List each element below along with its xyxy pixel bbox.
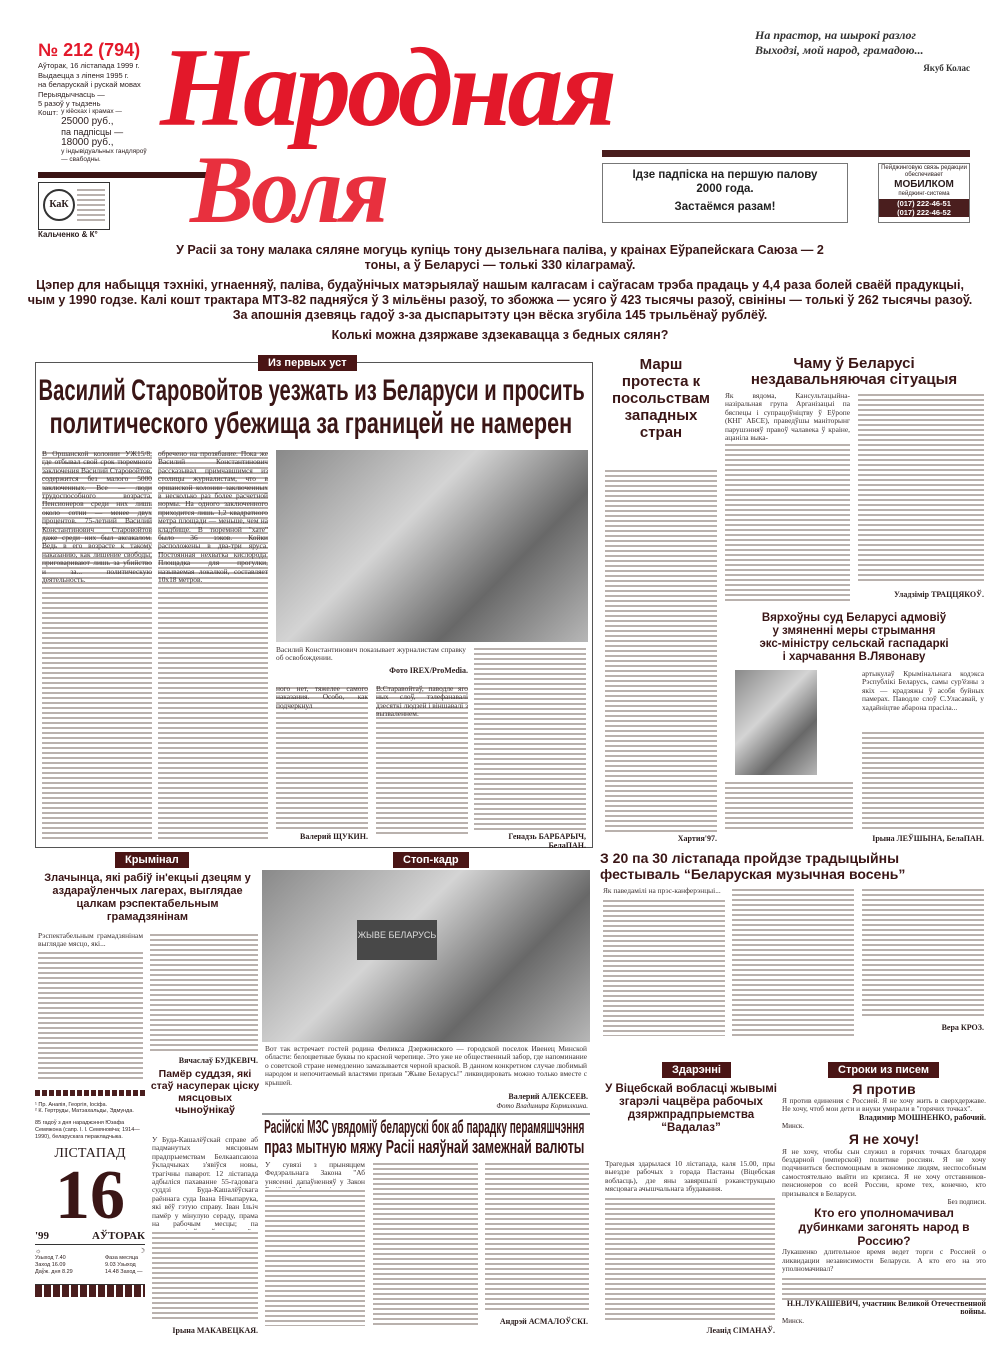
calendar-astro-values [35, 1255, 145, 1276]
court-headline-2: у змяненні меры стрымання [772, 625, 936, 637]
epigraph-line-2: Выходзі, мой народ, грамадою... [755, 43, 924, 57]
headline-line-1: Василий Старовойтов уезжать из Беларуси и просить [38, 374, 585, 407]
divider [262, 1113, 590, 1115]
letter-text: Я против единения с Россией. Я не хочу жить в сверхдержаве. Не хочу, чтоб мои дети и внуки умирали в "горячих точках". [782, 1096, 986, 1114]
festival-headline-1: З 20 па 30 лістапада пройдзе традыцыйны [600, 850, 900, 866]
logo-title-1: Народная [160, 26, 614, 150]
crime-text-more [38, 950, 143, 1082]
letter-city: Минск. [782, 1316, 804, 1325]
court-headline-1: Вярхоўны суд Беларусі адмовіў [761, 612, 947, 624]
article-column: В Оршанской колонии УЖ15/8, где отбывал свой срок тюремного заключения Василий Старовойтов, содержится без малого 5000 заключенных. Все — люди трудоспособного возраста. Пенсионеров среди них лишь около сотни — менее двух процентов. 75-летний Василий Константинович Старовойтов даже среди них был аксакалом. Ведь в его возрасте к такому наказанию, как лишение свободы, приговаривают лишь за убийство и за... политическую деятельность. [42, 450, 152, 840]
calendar-moon: Фаза месяца 9.03 Узыход 14.48 Заход — [105, 1255, 143, 1275]
marsh-signature: Хартия'97. [677, 834, 717, 843]
moon-icon: ☽ [138, 1248, 145, 1255]
article-signature-2: Генадзь БАРБАРЫЧ, БелаПАН. [508, 832, 586, 850]
chamu-text: Як вядома, Кансультацыйна-назіральная група Арганізацыі па бяспецы і супрацоўніцтву ў Еўропе (КНГ АБСЕ), праведўшы маніторынг парушэнняў правоў чалавека ў краіне, ацаніла выка- [725, 391, 850, 443]
letter-text-more [782, 1276, 986, 1300]
chamu-text-more [725, 442, 850, 602]
customs-signature: Андрэй АСМАЛОЎСКІ. [499, 1317, 588, 1326]
court-text-more [725, 780, 853, 830]
price-kiosk-value: 25000 руб., [61, 116, 114, 127]
crime-signature: Вячаслаў БУДКЕВІЧ. [178, 1056, 258, 1065]
crime-headline: Злачынца, які рабіў ін'екцыі дзецям у аздараўленчых лагерах, выглядае цалкам рэспектабельным грамадзянінам [44, 872, 251, 923]
subscription-line-2: 2000 года. [696, 183, 754, 195]
photo-sign: ЖЫВЕ БЕЛАРУСЬ [357, 920, 437, 960]
festival-text: Як паведамілі на прэс-канферэнцыі... [603, 886, 721, 895]
rubric-label: Из первых уст [258, 355, 357, 371]
price-sub: па падпісцы — [61, 127, 124, 137]
rubric-label: Стоп-кадр [393, 852, 469, 868]
epigraph-author: Якуб Колас [923, 63, 970, 73]
court-text: артыкулаў Крымінальнага кодэкса Рэспублікі Беларусь, самы сур'ёзны з якіх — крадзяжы ў асобя буйных памерах. Паводле слоў С.Уласавай, у хадайніцтве абарона прасіла... [862, 669, 984, 712]
letter-signature: Владимир МОШНЕНКО, рабочий. [858, 1112, 986, 1122]
partner-name: Кальченко & К° [38, 230, 98, 239]
chamu-headline-2: нездавальняючая сітуацыя [750, 371, 958, 388]
festival-headline-2: фестываль “Беларуская музычная восень” [600, 866, 906, 882]
ornament [35, 1090, 145, 1096]
price-kiosk: у кіёсках і крамах — [61, 108, 122, 115]
letter-text: Лукашенко длительное время ведет торги с Россией о ликвидации независимости Беларуси. А кто его на это уполномачивал? [782, 1247, 986, 1274]
calendar-astro [35, 1248, 145, 1255]
customs-text-more [485, 1161, 589, 1313]
customs-text: У сувязі з прыняццем Федэральнага Закона "Аб унясенні дапаўненняў у Закон [265, 1160, 365, 1186]
ad-phone-1: (017) 222-46-51 [897, 199, 951, 208]
issue-date: Аўторак, 16 лістапада 1999 г. [38, 61, 140, 70]
article-column: ного нет, тяжелее самого наказания. Особо, как подчеркнул [276, 685, 368, 830]
article-column [474, 646, 586, 831]
calendar-anniversary: 85 гадоў з дня нараджэння Юзафа Семяжона (сапр. І. І. Семяновіча; 1914—1990), беларускага перакладчыка. [35, 1120, 140, 1140]
crime-text: Рэспектабельным грамадзянінам выглядае мясцо, які... [38, 931, 143, 949]
court-signature: Ірына ЛЕЎШЫНА, БелаПАН. [872, 834, 984, 843]
court-headline [722, 612, 986, 664]
incidents-text-more [605, 1196, 775, 1322]
article-column: В.Старавойтаў, паводле яго ных слоў, тэлефанавалі дзесяткі людзей і віншавалі з вызваленнем. [376, 685, 468, 835]
ad-phone-2: (017) 222-46-52 [897, 208, 951, 217]
letter-signature: Н.Н.ЛУКАШЕВИЧ, участник Великой Отечественной войны. [786, 1298, 986, 1317]
customs-text-more [265, 1188, 365, 1326]
calendar-day: 16 [55, 1157, 125, 1234]
ad-top-text: Пейджинговую связь редакции обеспечивает [881, 165, 967, 178]
calendar-year: '99 [35, 1230, 50, 1242]
letters-column [782, 1081, 986, 1325]
incidents-text: Трагедыя здарылася 10 лістапада, каля 15.00, пры выездзе рабочых з горада Пастаны (Віцебская вобласць), дзе яны завяршылі рэканструкцыю мясцовага ачышчальнага збудавання. [605, 1159, 775, 1194]
headline-line-2: политического убежища за границей не намерен [49, 407, 573, 440]
mobilkom-ad [878, 163, 970, 223]
customs-headline [264, 1117, 588, 1157]
judge-signature: Ірына МАКАВЕЦКАЯ. [172, 1326, 258, 1335]
price-ind-value: — свабодны. [61, 156, 101, 163]
subscription-line-1: Ідзе падпіска на першую палову [632, 169, 818, 181]
festival-text-more [603, 898, 725, 1036]
periodicity-value: 5 разоў у тыдзень [38, 99, 101, 108]
partner-logo [38, 182, 110, 230]
starovoitov-photo [276, 450, 588, 642]
calendar-names-1: ¹ Пр. Анапія, Георгія, Іосіфа. [35, 1102, 108, 1108]
court-text-more [862, 730, 984, 830]
letter-city: Минск. [782, 1122, 804, 1131]
periodicity: Перыядычнасць — [38, 90, 105, 99]
partner-text [77, 187, 105, 223]
incidents-signature: Леанід СІМАНАЎ. [706, 1326, 775, 1335]
calendar [35, 1090, 145, 1297]
article-column: обречено на прозябание. Пока же Василий Константинович рассказывал примчавшимся из столицы журналистам, что в оршанской колонии заключенных в несколько раз более расчетной нормы. На одного заключенного приходится лишь 1,2 квадратного метра площади — меньше, чем на кладбище. В тюремной "хате" было 36 зэков. Койки расположены в два-три яруса. Постоянная нехватка кислорода. Площадка для прогулки, называемая локалкой, составляет 10х18 метров. [158, 450, 268, 840]
logo-title-2: Воля [190, 136, 387, 243]
epigraph [755, 28, 970, 76]
festival-text-more [862, 887, 984, 1019]
subscription-box [602, 163, 848, 223]
letter-headline: Я против [852, 1081, 916, 1097]
lead-paragraph-2: Цэпер для набыцця тэхнікі, угнаенняў, паліва, будаўнічых матэрыялаў нашым калгасам і саўгасам трэба прадаць у 4,4 раза болей сваёй прадукцыі, чым у 1990 годзе. Калі кошт трактара МТЗ-82 падняўся ў 3 мільёны разоў, то збожжа — усяго ў 423 тысячы разоў, свініны — толькі ў 262 тысячы разоў. За апошнія дзевяць гадоў з-за дыспарытэту цэн вёска згубіла 145 трыльёнаў рублёў. [27, 278, 973, 322]
languages-text: на беларускай і рускай мовах [38, 80, 141, 89]
marsh-headline: Марш протеста к посольствам западных стран [611, 356, 711, 441]
stop-frame-author: Валерий АЛЕКСЕЕВ. [508, 1092, 588, 1101]
stop-frame-photo [262, 870, 590, 1042]
court-headline-3: экс-міністру сельскай гаспадаркі [759, 638, 949, 650]
chamu-text-more [858, 392, 984, 582]
price-block [38, 108, 173, 164]
lead-block [20, 243, 980, 343]
marsh-text [605, 468, 717, 832]
photo-caption: Василий Константинович показывает журналистам справку об освобождении. [276, 645, 466, 663]
masthead-info [38, 40, 173, 164]
letter-headline: Я не хочу! [848, 1130, 920, 1147]
ad-phones [879, 199, 969, 217]
rubric-label: Строки из писем [828, 1062, 939, 1078]
festival-signature: Вера КРОЗ. [941, 1023, 984, 1032]
lead-question: Колькі можна дзяржаве здзекавацца з бедных сялян? [331, 328, 669, 342]
chamu-headline [722, 356, 986, 388]
letter-signature: Без подписи. [947, 1198, 986, 1207]
crime-text-more [150, 932, 258, 1052]
festival-text-more [732, 887, 854, 1036]
calendar-sun: Узыход 7.40 Заход 16.09 Даўж. дня 8.29 [35, 1255, 73, 1275]
levonov-photo [735, 670, 817, 775]
kak-logo-icon: КаК [43, 189, 75, 221]
epigraph-line-1: На прастор, на шырокі разлог [755, 28, 916, 42]
calendar-month: ЛІСТАПАД [54, 1146, 126, 1161]
chamu-headline-1: Чаму ў Беларусі [793, 355, 915, 372]
price-sub-value: 18000 руб., [61, 137, 114, 148]
incidents-headline: У Віцебскай вобласці жывымі згарэлі чацвёра рабочых дзяржпрадпрыемства “Вадалаз” [605, 1083, 777, 1134]
calendar-weekday: АЎТОРАК [92, 1230, 145, 1242]
letter-text: Я не хочу, чтобы сын служил в горячих точках благодаря бездарной (имперской) политике россиян. Я не хочу подчиниться беспомощным в экономике людям, неспособным самостоятельно выйти из кризиса. Я не хочу отставников-пенсионеров со всей России, кроме тех, конечно, кто призывался в Беларуси. [782, 1146, 986, 1198]
ornament [35, 1284, 145, 1297]
sun-icon: ☼ [35, 1248, 42, 1255]
lead-paragraph-1: У Расіі за тону малака сяляне могуць купіць тону дызельнага паліва, у краінах Еўрапейскага Саюза — 2 тоны, а ў Беларусі — толькі 330 кілаграмаў. [176, 243, 824, 272]
divider-bar [602, 150, 970, 157]
rubric-label: Здарэнні [662, 1062, 731, 1078]
photo-credit: Фото IREX/ProMedia. [389, 666, 468, 675]
price-ind: у індывідуальных гандляроў [61, 148, 147, 155]
subscription-line-3: Застаёмся разам! [674, 201, 776, 213]
ad-brand: МОБИЛКОМ [894, 179, 954, 190]
customs-headline-1: Расійскі МЗС увядоміў беларускі бок аб парадку перамяшчэння [264, 1117, 585, 1137]
stop-frame-caption: Вот так встречает гостей родина Феликса Дзержинского — городской поселок Ивенец Минской области: белоцветные буквы по красной черепице. Это уже не общественный забор, где напоминание о советской стране немедленно замазывается черной краской. В данном конкретном случае любимый народом и непочитаемый властями призыв "Жыве Беларусь!" ликвидировать можно только вместе с крышей. [265, 1044, 587, 1087]
calendar-names-2: ² К. Гертруды, Матэахальды, Эдмунда. [35, 1108, 134, 1114]
stop-frame-credit: Фото Владимира Кормилкина. [496, 1102, 588, 1110]
price-label: Кошт: [38, 108, 59, 117]
article-signature: Валерий ЩУКИН. [299, 832, 368, 841]
rubric-label: Крымінал [115, 852, 189, 868]
ad-sub: пейджинг-система [898, 191, 950, 197]
judge-text: У Буда-Кашалёўскай справе аб падманутых мясцовым прадпрыемствам Белкаапсаюза ўкладчыках з'явіўся новы, трагічны паварот. 12 лістапада адбыліся пахаванне 55-гадовага суддзі Буда-Кашалёўскага раённага суда Івана Нічыпарука, які вёў гэтую справу. Іван Ільіч памёр у мінулую сераду, прама на рабочым месцы; па [152, 1135, 258, 1229]
court-headline-4: і харчавання В.Лявонаву [782, 651, 926, 663]
customs-headline-2: праз мытную мяжу Расіі наяўнай замежнай валюты [264, 1137, 585, 1157]
since-text: Выдаецца з ліпеня 1995 г. [38, 71, 129, 80]
customs-text-more [373, 1161, 478, 1326]
festival-headline [600, 850, 986, 882]
judge-headline: Памёр суддзя, які стаў насуперак ціску мясцовых чыноўнікаў [150, 1068, 260, 1116]
judge-text-more [152, 1230, 258, 1322]
issue-number: № 212 (794) [38, 40, 141, 60]
chamu-signature: Уладзімір ТРАЦЦЯКОЎ. [893, 590, 984, 599]
main-headline [38, 374, 588, 440]
letter-headline: Кто его уполномачивал дубинками загонять народ в Россию? [798, 1206, 970, 1249]
